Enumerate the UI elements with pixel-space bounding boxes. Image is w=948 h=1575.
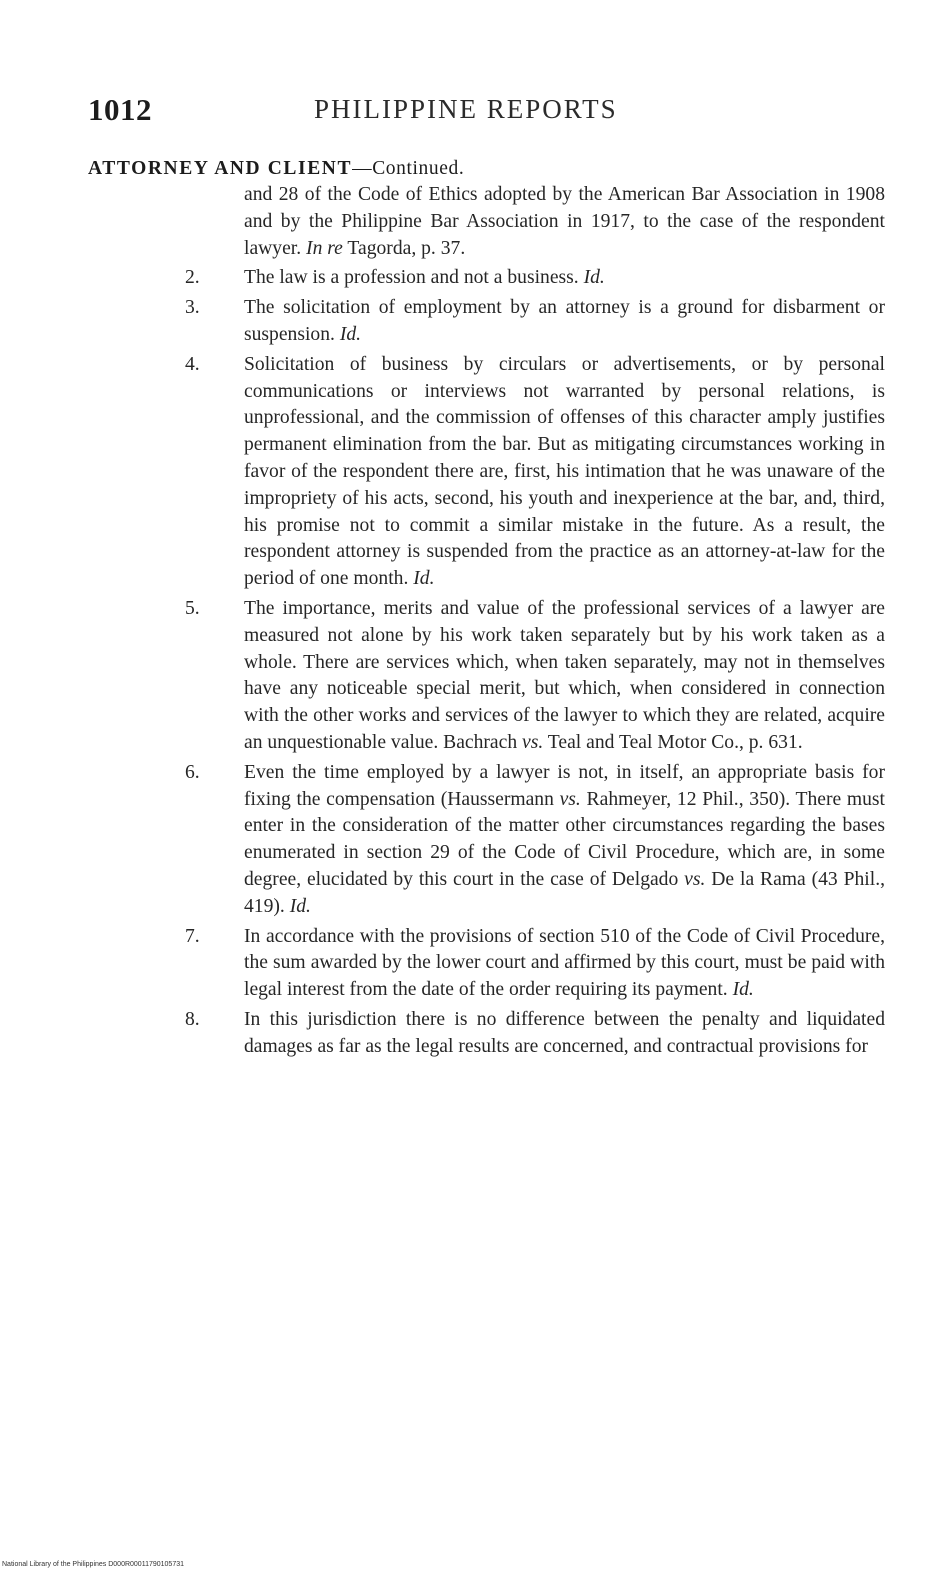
paragraph-number: 2.: [185, 267, 200, 289]
paragraph-7: [185, 924, 885, 1004]
citation-italic: Id.: [289, 895, 311, 917]
paragraph-continued: [185, 182, 885, 262]
citation-rest: Teal and Teal Motor Co., p. 631.: [543, 731, 803, 753]
page-header: [88, 92, 708, 132]
paragraph-text: In this jurisdiction there is no difference between the penalty and liquidated damages as far as the legal results are concerned, and contractual provisions for: [244, 1008, 885, 1057]
paragraph-text: The importance, merits and value of the professional services of a lawyer are measured not alone by his work taken separately but by his work taken as a whole. There are services which, when taken separately, may not in themselves have any noticeable special merit, but which, when considered in connection with the other works and services of the lawyer to which they are related, acquire an unquestionable value. Bachrach: [244, 597, 885, 753]
paragraph-number: 5.: [185, 597, 200, 619]
index-body: [185, 182, 885, 1061]
paragraph-number: 4.: [185, 353, 200, 375]
citation-italic: In re: [306, 237, 343, 259]
paragraph-3: [185, 295, 885, 349]
versus-italic: vs.: [559, 788, 581, 810]
section-heading-suffix: —Continued.: [352, 158, 465, 179]
paragraph-number: 7.: [185, 925, 200, 947]
citation-italic: vs.: [522, 731, 544, 753]
paragraph-text: In accordance with the provisions of section 510 of the Code of Civil Procedure, the sum awarded by the lower court and affirmed by this court, must be paid with legal interest from the date of the order requiring its payment.: [244, 925, 885, 1001]
paragraph-text: Rahmeyer, 12 Phil., 350). There must enter in the consideration of the matter other circumstances regarding the bases enumerated in section 29 of the Code of Civil Procedure, which are, in some degree, elucidated by this court in the case of Delgado: [244, 788, 885, 890]
running-title: PHILIPPINE REPORTS: [314, 94, 618, 124]
versus-italic: vs.: [684, 868, 706, 890]
citation-italic: Id.: [339, 323, 362, 345]
paragraph-text: Even the time employed by a lawyer is not, in itself, an appropriate basis for fixing the compensation (Haussermann: [244, 761, 885, 810]
paragraph-text: The solicitation of employment by an attorney is a ground for disbarment or suspension.: [244, 297, 885, 345]
paragraph-4: [185, 352, 885, 593]
paragraph-2: [185, 265, 885, 292]
paragraph-6: [185, 760, 885, 921]
paragraph-text: and 28 of the Code of Ethics adopted by the American Bar Association in 1908 and by the Philippine Bar Association in 1917, to the case of the respondent lawyer.: [244, 184, 885, 259]
paragraph-5: [185, 596, 885, 757]
citation-rest: Tagorda, p. 37.: [342, 237, 466, 259]
paragraph-number: 6.: [185, 761, 200, 783]
section-heading-caps: ATTORNEY AND CLIENT: [88, 158, 353, 179]
citation-italic: Id.: [413, 568, 435, 590]
paragraph-number: 3.: [185, 297, 200, 319]
section-heading: [88, 158, 464, 180]
citation-italic: Id.: [583, 267, 605, 289]
paragraph-text: De la Rama (43 Phil., 419).: [244, 868, 885, 917]
paragraph-text: Solicitation of business by circulars or advertisements, or by personal communications or interviews not warranted by personal relations, is unprofessional, and the commission of offenses of this character amply justifies permanent elimination from the bar. But as mitigating circumstances working in favor of the respondent there are, first, his intimation that he was unaware of the impropriety of his acts, second, his youth and inexperience at the bar, and, third, his promise not to commit a similar mistake in the future. As a result, the respondent attorney is suspended from the practice as an attorney-at-law for the period of one month.: [244, 353, 885, 590]
paragraph-text: The law is a profession and not a business.: [244, 267, 579, 289]
paragraph-8: [185, 1007, 885, 1061]
page-number: 1012: [88, 92, 152, 127]
paragraph-number: 8.: [185, 1008, 200, 1030]
footer-note: National Library of the Philippines D000R00011790105731: [2, 1561, 184, 1568]
citation-italic: Id.: [732, 979, 754, 1001]
